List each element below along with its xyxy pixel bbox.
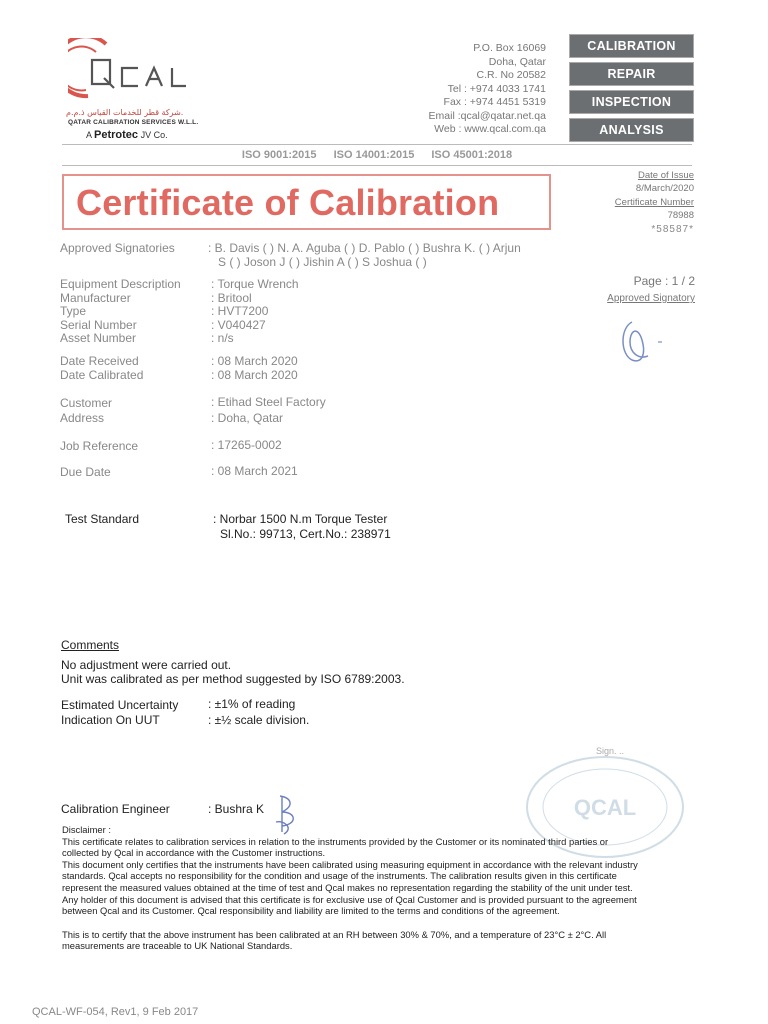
disclaimer-line: represent the measured values obtained at the time of test and Qcal makes no representation regarding the stability of the unit under test.	[62, 881, 633, 893]
comments-line1: No adjustment were carried out.	[61, 658, 232, 672]
test-standard-label: Test Standard	[65, 512, 140, 526]
engineer-label: Calibration Engineer	[61, 802, 170, 816]
address-line: Tel : +974 4033 1741	[447, 82, 546, 95]
logo-jv-line	[86, 129, 168, 141]
date-calibrated: : 08 March 2020	[211, 368, 298, 382]
comments-heading: Comments	[61, 638, 120, 652]
page-number: Page : 1 / 2	[633, 274, 695, 288]
service-tag: INSPECTION	[569, 90, 694, 114]
equipment-value: : V040427	[211, 317, 266, 332]
service-tag: CALIBRATION	[569, 34, 694, 58]
customer-value: : Etihad Steel Factory	[211, 395, 326, 409]
disclaimer-line: This document only certifies that the instruments have been calibrated using measuring equipment in accordance with the relevant industry	[62, 858, 638, 870]
disclaimer-line: collected by Qcal in accordance with the Customer instructions.	[62, 847, 326, 859]
iso-cert: ISO 45001:2018	[431, 149, 513, 161]
equipment-value: : Britool	[211, 290, 252, 305]
cert-number-label: Certificate Number	[614, 197, 694, 208]
equipment-label: Equipment Description	[60, 277, 181, 291]
iso-cert: ISO 14001:2015	[333, 149, 415, 161]
logo-jv-prefix: A	[86, 130, 92, 140]
due-date-label: Due Date	[60, 465, 111, 479]
logo-jv-brand: Petrotec	[94, 129, 139, 141]
logo-company-name: QATAR CALIBRATION SERVICES W.L.L.	[68, 119, 199, 126]
job-reference: : 17265-0002	[211, 438, 282, 452]
signatories-line1: : B. Davis ( ) N. A. Aguba ( ) D. Pablo ( ) Bushra K. ( ) Arjun	[208, 241, 521, 255]
disclaimer	[62, 824, 702, 952]
signatories-label: Approved Signatories	[60, 241, 175, 255]
approved-signatory-label: Approved Signatory	[607, 293, 695, 304]
service-tags	[569, 34, 694, 146]
equipment-value: : n/s	[211, 331, 234, 345]
address-value: : Doha, Qatar	[211, 411, 284, 425]
issue-date: 8/March/2020	[635, 182, 694, 194]
test-standard-line1: : Norbar 1500 N.m Torque Tester	[213, 512, 388, 526]
uncertainty-label: Estimated Uncertainty	[61, 698, 179, 712]
serial-number: *58587*	[651, 224, 694, 235]
date-received-label: Date Received	[60, 354, 139, 368]
disclaimer-heading: Disclaimer :	[62, 824, 111, 835]
certify-line: measurements are traceable to UK National Standards.	[62, 940, 293, 952]
date-received: : 08 March 2020	[211, 354, 298, 368]
equipment-label: Type	[60, 304, 87, 318]
equipment-value: : HVT7200	[211, 304, 269, 318]
qcal-logo-icon	[68, 38, 208, 108]
issue-info	[570, 170, 694, 222]
date-calibrated-label: Date Calibrated	[60, 368, 144, 382]
service-tag: ANALYSIS	[569, 118, 694, 142]
stamp-sign-text: Sign. ..	[596, 746, 625, 756]
address-line: C.R. No 20582	[476, 69, 546, 81]
indication-value: : ±½ scale division.	[208, 713, 310, 727]
address-label: Address	[60, 411, 105, 425]
address-line: Doha, Qatar	[488, 55, 546, 68]
disclaimer-line: This certificate relates to calibration services in relation to the instruments provided by the Customer or its nominated third parties or	[62, 835, 609, 847]
equipment-labels	[60, 278, 181, 346]
equipment-label: Serial Number	[60, 317, 137, 332]
address-line: Web : www.qcal.com.qa	[434, 123, 546, 135]
comments-line2: Unit was calibrated as per method suggested by ISO 6789:2003.	[61, 672, 405, 686]
address-line: Fax : +974 4451 5319	[443, 96, 546, 108]
equipment-label: Asset Number	[60, 331, 137, 345]
test-standard-line2: Sl.No.: 99713, Cert.No.: 238971	[220, 527, 391, 541]
address-line: P.O. Box 16069	[473, 42, 546, 54]
cert-number: 78988	[667, 209, 694, 221]
iso-bar	[62, 144, 692, 166]
certify-line: This is to certify that the above instrument has been calibrated at an RH between 30% & 70%, and a temperature of 23°C ± 2°C. All	[62, 928, 607, 940]
equipment-value: : Torque Wrench	[211, 277, 299, 291]
customer-label: Customer	[60, 396, 113, 410]
issue-date-label: Date of Issue	[638, 170, 694, 181]
uncertainty-value: : ±1% of reading	[208, 697, 296, 711]
indication-label: Indication On UUT	[61, 713, 160, 727]
company-address	[429, 42, 546, 137]
disclaimer-line: Any holder of this document is advised that this certificate is for exclusive use of Qcal Customer and is provided pursuant to the agreement	[62, 893, 637, 905]
form-reference: QCAL-WF-054, Rev1, 9 Feb 2017	[32, 1006, 199, 1018]
disclaimer-line: standards. Qcal accepts no responsibility for the condition and usage of the instruments. The calibration results given in this certificate	[62, 870, 617, 882]
logo-jv-suffix: JV Co.	[140, 130, 168, 140]
job-reference-label: Job Reference	[60, 439, 139, 453]
svg-text:QCAL: QCAL	[573, 795, 637, 820]
due-date: : 08 March 2021	[211, 464, 298, 478]
signatories-line2: S ( ) Joson J ( ) Jishin A ( ) S Joshua ( )	[218, 255, 427, 269]
address-line: Email :qcal@qatar.net.qa	[428, 109, 546, 122]
service-tag: REPAIR	[569, 62, 694, 86]
equipment-label: Manufacturer	[60, 290, 131, 305]
logo-arabic-name: شركة قطر للخدمات القياس ذ.م.م.	[66, 108, 184, 117]
engineer-value: : Bushra K	[208, 802, 265, 816]
disclaimer-line: between Qcal and its Customer. Qcal responsibility and liability are limited to the terms and conditions of the agreement.	[62, 905, 560, 917]
iso-cert: ISO 9001:2015	[241, 149, 317, 161]
equipment-values	[211, 278, 299, 346]
signature-mark-icon	[618, 316, 668, 366]
certificate-title: Certificate of Calibration	[76, 182, 500, 223]
